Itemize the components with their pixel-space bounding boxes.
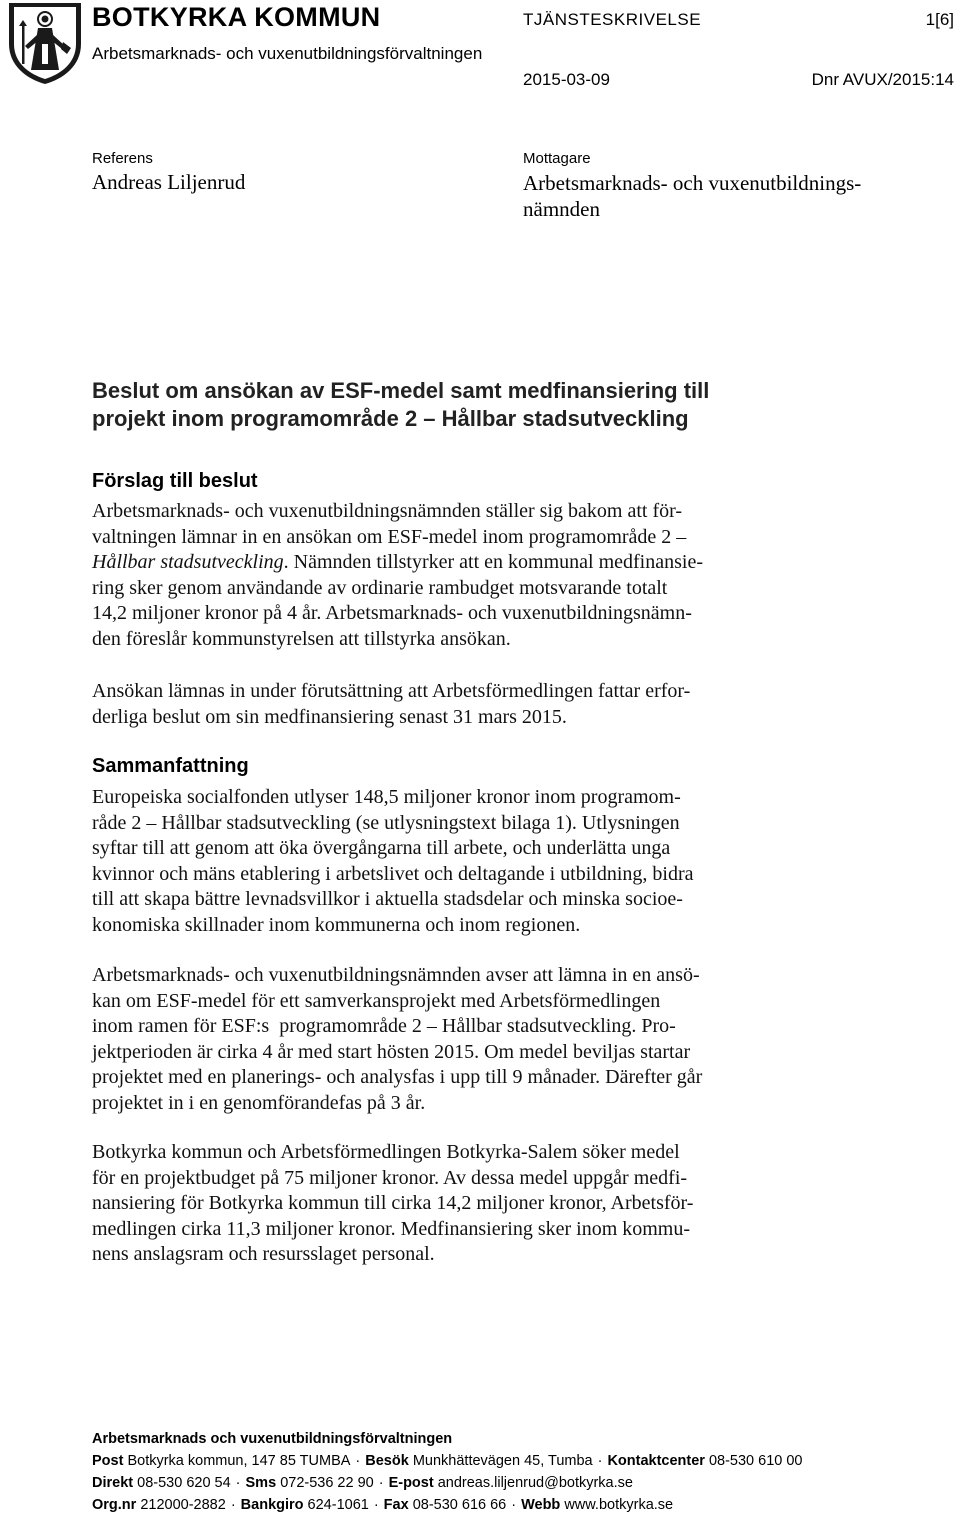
- text-line: till att skapa bättre levnadsvillkor i aktuella stadsdelar och minska socioe-: [92, 888, 683, 910]
- separator: ·: [597, 1453, 603, 1469]
- bankgiro-value: 624-1061: [307, 1497, 369, 1513]
- recipient-label: Mottagare: [523, 150, 591, 167]
- text-line: Europeiska socialfonden utlyser 148,5 miljoner kronor inom programom-: [92, 786, 681, 808]
- document-title: [92, 377, 812, 433]
- text-line: inom ramen för ESF:s programområde 2 – Hållbar stadsutveckling. Pro-: [92, 1015, 676, 1037]
- summary-heading: Sammanfattning: [92, 755, 249, 777]
- orgnr-label: Org.nr: [92, 1497, 137, 1513]
- text-line: den föreslår kommunstyrelsen att tillstyrka ansökan.: [92, 627, 511, 650]
- text-line: medlingen cirka 11,3 miljoner kronor. Medfinansiering sker inom kommu-: [92, 1217, 691, 1240]
- text-line: derliga beslut om sin medfinansiering senast 31 mars 2015.: [92, 705, 567, 728]
- document-type: TJÄNSTESKRIVELSE: [523, 10, 702, 29]
- separator: ·: [378, 1475, 384, 1491]
- sms-label: Sms: [245, 1475, 277, 1491]
- direct-value: 08-530 620 54: [137, 1475, 231, 1491]
- text-line: syftar till att genom att öka övergångarna till arbete, och underlätta unga: [92, 837, 671, 859]
- post-label: Post: [92, 1453, 124, 1469]
- registration-number: Dnr AVUX/2015:14: [811, 70, 954, 89]
- summary-paragraph-1: [92, 785, 812, 938]
- bankgiro-label: Bankgiro: [240, 1497, 304, 1513]
- text-line: Arbetsmarknads- och vuxenutbildningsnämnden avser att lämna in en ansö-: [92, 964, 700, 986]
- proposal-paragraph: [92, 499, 812, 652]
- brand-name: BOTKYRKA KOMMUN: [92, 2, 381, 32]
- fax-label: Fax: [383, 1497, 409, 1513]
- text-line: kan om ESF-medel för ett samverkansprojekt med Arbetsförmedlingen: [92, 989, 661, 1012]
- page-number: 1[6]: [925, 10, 954, 29]
- orgnr-value: 212000-2882: [140, 1497, 226, 1513]
- text-line: råde 2 – Hållbar stadsutveckling (se utlysningstext bilaga 1). Utlysningen: [92, 811, 680, 834]
- footer-line-1: [92, 1450, 952, 1472]
- post-value: Botkyrka kommun, 147 85 TUMBA: [127, 1453, 351, 1469]
- text-line: nens anslagsram och resursslaget personal.: [92, 1243, 435, 1265]
- footer-line-2: [92, 1472, 952, 1494]
- text-line: kvinnor och mäns etablering i arbetslivet och deltagande i utbildning, bidra: [92, 862, 694, 885]
- text-line: Ansökan lämnas in under förutsättning att Arbetsförmedlingen fattar erfor-: [92, 680, 691, 702]
- footer-line-3: [92, 1494, 952, 1516]
- text-line: [92, 550, 812, 576]
- footer-org-name: Arbetsmarknads och vuxenutbildningsförvaltningen: [92, 1431, 453, 1447]
- text-fragment: 14,2 miljoner kronor på 4 år.: [92, 602, 322, 624]
- reference-label: Referens: [92, 150, 153, 167]
- text-line: Arbetsmarknads- och vuxenutbildningsnämnden ställer sig bakom att för-: [92, 500, 683, 522]
- botkyrka-coat-of-arms-logo: [5, 0, 85, 86]
- web-label: Webb: [521, 1497, 561, 1513]
- title-line: projekt inom programområde 2 – Hållbar stadsutveckling: [92, 406, 689, 431]
- web-link[interactable]: www.botkyrka.se: [564, 1497, 674, 1513]
- text-fragment: . Nämnden tillstyrker att en kommunal medfinansie-: [283, 551, 703, 573]
- text-line: för en projektbudget på 75 miljoner kronor. Av dessa medel uppgår medfi-: [92, 1166, 688, 1189]
- summary-paragraph-2: [92, 963, 812, 1116]
- footer: [92, 1428, 952, 1516]
- text-line: jektperioden är cirka 4 år med start hösten 2015. Om medel beviljas startar: [92, 1040, 691, 1063]
- text-fragment: Arbetsmarknads- och vuxenutbildningsnämn-: [321, 602, 692, 624]
- contact-label: Kontaktcenter: [607, 1453, 705, 1469]
- text-line: Botkyrka kommun och Arbetsförmedlingen Botkyrka-Salem söker medel: [92, 1141, 680, 1163]
- title-line: Beslut om ansökan av ESF-medel samt medfinansiering till: [92, 378, 710, 403]
- reference-value: Andreas Liljenrud: [92, 170, 246, 194]
- document-date: 2015-03-09: [523, 70, 610, 89]
- text-line: nansiering för Botkyrka kommun till cirka 14,2 miljoner kronor, Arbetsför-: [92, 1192, 694, 1214]
- recipient-value: [523, 170, 943, 222]
- separator: ·: [355, 1453, 361, 1469]
- recipient-line: Arbetsmarknads- och vuxenutbildnings-: [523, 171, 862, 195]
- separator: ·: [230, 1497, 236, 1513]
- text-line: [92, 601, 812, 627]
- fax-value: 08-530 616 66: [412, 1497, 507, 1513]
- summary-paragraph-3: [92, 1140, 812, 1268]
- text-line: ring sker genom användande av ordinarie rambudget motsvarande totalt: [92, 576, 668, 599]
- contact-value: 08-530 610 00: [708, 1453, 803, 1469]
- separator: ·: [511, 1497, 517, 1513]
- visit-label: Besök: [365, 1453, 409, 1469]
- text-line: projektet med en planerings- och analysfas i upp till 9 månader. Därefter går: [92, 1066, 703, 1088]
- separator: ·: [235, 1475, 241, 1491]
- text-line: konomiska skillnader inom kommunerna och inom regionen.: [92, 913, 581, 936]
- email-link[interactable]: andreas.liljenrud@botkyrka.se: [437, 1475, 633, 1491]
- email-label: E-post: [388, 1475, 434, 1491]
- programme-name: Hållbar stadsutveckling: [92, 551, 284, 573]
- proposal-heading: Förslag till beslut: [92, 470, 258, 492]
- text-line: projektet in i en genomförandefas på 3 år.: [92, 1091, 426, 1114]
- footer-org: [92, 1428, 952, 1450]
- proposal-condition-paragraph: [92, 679, 812, 730]
- direct-label: Direkt: [92, 1475, 134, 1491]
- text-line: valtningen lämnar in en ansökan om ESF-medel inom programområde 2 –: [92, 525, 687, 548]
- department-name: Arbetsmarknads- och vuxenutbildningsförvaltningen: [92, 44, 483, 63]
- sms-value: 072-536 22 90: [280, 1475, 374, 1491]
- visit-value: Munkhättevägen 45, Tumba: [412, 1453, 593, 1469]
- separator: ·: [373, 1497, 379, 1513]
- recipient-line: nämnden: [523, 197, 600, 221]
